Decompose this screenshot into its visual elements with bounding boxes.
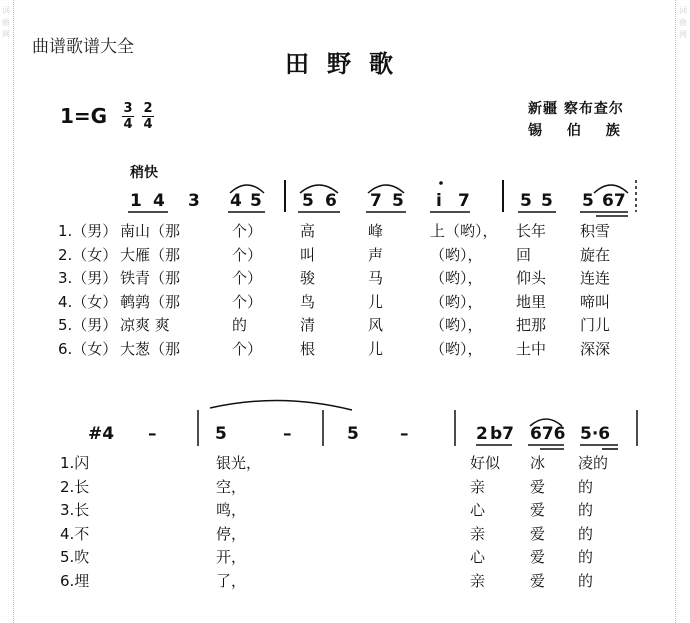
note: 7 [370,191,382,211]
note: 7 [458,191,470,211]
lyric-syllable: 鸟 [300,292,316,311]
lyric-syllable: 啼叫 [580,292,611,311]
note: 5 [541,191,553,211]
note: 4 [153,191,165,211]
lyric-syllable: 鹌鹑（那 [120,292,181,311]
note: 1 [130,191,142,211]
lyric-syllable: 地里 [516,292,547,311]
tempo-marking: 稍快 [130,165,158,181]
slur [594,185,628,193]
slur [368,185,404,193]
slur [530,419,562,426]
note: – [148,424,157,444]
lyric-syllable: 回 [516,245,532,264]
watermark-char: 网 [679,30,687,39]
lyric-syllable: 个） [232,245,263,264]
lyric-syllable: 连连 [580,269,611,287]
lyric-syllable: 个） [232,339,263,358]
lyric-syllable: 把那 [516,316,547,334]
lyric-syllable: 心 [470,501,486,519]
lyric-syllable: 冰 [530,454,546,472]
lyric-syllable: 门儿 [580,316,611,334]
lyric-syllable: 6.埋 [60,571,90,590]
watermark-char: 词 [2,6,10,15]
lyric-syllable: 的 [232,316,248,334]
lyric-syllable: 儿 [368,292,384,311]
slur [300,185,338,193]
lyric-syllable: （哟）， [430,316,483,334]
lyric-syllable: 好似 [470,454,501,472]
key-signature: 1=G [60,104,108,128]
note: 5·6 [580,424,611,444]
lyric-syllable: 亲 [470,477,486,496]
lyric-syllable: 爱 [530,501,546,519]
lyric-syllable: 银光， [216,454,262,472]
song-title: 田野歌 [285,50,411,78]
lyric-syllable: 空， [216,477,247,496]
note: 5 [347,424,359,444]
slur [230,185,264,193]
lyric-syllable: 长年 [516,222,547,240]
lyric-syllable: 爱 [530,524,546,543]
lyric-syllable: （哟）， [430,339,483,358]
note: 67 [602,191,626,211]
lyric-syllable: （哟）， [430,245,483,264]
lyric-syllable: 凌的 [578,454,609,472]
lyric-syllable: 5.吹 [60,548,90,566]
lyric-syllable: 爱 [530,571,546,590]
time-den: 4 [123,117,133,132]
time-num: 2 [143,101,153,116]
lyric-syllable: 3.（男） [58,269,118,287]
lyric-syllable: 个） [232,269,263,287]
lyric-syllable: 爱 [530,548,546,566]
note: 3 [188,191,200,211]
lyric-syllable: 马 [368,269,384,287]
lyric-syllable: 积雪 [580,222,611,240]
lyric-syllable: 上（哟）， [430,222,498,240]
time-den: 4 [143,117,153,132]
note: 5 [250,191,262,211]
lyric-syllable: 鸣， [216,501,247,519]
lyric-syllable: 个） [232,292,263,311]
lyric-syllable: （哟）， [430,269,483,287]
watermark-char: 曲 [679,18,687,27]
lyric-syllable: 6.（女） [58,339,118,358]
lyric-syllable: 1.（男） [58,222,118,240]
lyric-syllable: 风 [368,316,384,334]
lyric-syllable: （哟）， [430,292,483,311]
lyric-syllable: 的 [578,501,594,519]
lyric-syllable: 4.（女） [58,292,118,311]
credit-ethnicity: 锡 伯 族 [528,123,630,139]
lyric-syllable: 了， [216,571,247,590]
octave-dot [439,181,443,185]
lyric-syllable: 高 [300,222,316,240]
note: 5 [520,191,532,211]
lyric-syllable: 峰 [368,222,384,240]
watermark-char: 网 [2,30,10,39]
watermark-char: 词 [679,6,687,15]
note: #4 [88,424,115,444]
lyric-syllable: 凉爽 爽 [120,316,170,334]
lyric-syllable: 根 [300,339,316,358]
lyric-syllable: 5.（男） [58,316,118,334]
lyric-syllable: 亲 [470,524,486,543]
lyric-syllable: 的 [578,548,594,566]
lyric-syllable: 土中 [516,339,547,358]
lyric-syllable: 深深 [580,339,611,358]
lyric-syllable: 个） [232,222,263,240]
note: 6 [325,191,337,211]
note: 5 [302,191,314,211]
lyric-syllable: 铁青（那 [120,269,181,287]
lyric-syllable: 声 [368,245,384,264]
time-num: 3 [123,101,133,116]
tie [210,400,352,410]
lyric-syllable: 3.长 [60,501,90,519]
lyric-syllable: 心 [470,548,486,566]
lyric-syllable: 爱 [530,477,546,496]
lyric-syllable: 2.长 [60,477,90,496]
site-name: 曲谱歌谱大全 [32,37,134,57]
note: i [436,191,442,211]
lyric-syllable: 大葱（那 [120,339,181,358]
watermark-char: 曲 [2,18,10,27]
lyric-syllable: 的 [578,524,594,543]
lyric-syllable: 儿 [368,339,384,358]
credit-region: 新疆 察布查尔 [528,101,624,117]
note: – [400,424,409,444]
note: 4 [230,191,242,211]
lyric-syllable: 仰头 [516,269,547,287]
note: 2 [476,424,488,444]
note: b7 [490,424,514,444]
lyric-syllable: 南山（那 [120,222,181,240]
lyric-syllable: 叫 [300,245,316,264]
note: 5 [392,191,404,211]
note: 5 [215,424,227,444]
lyric-syllable: 4.不 [60,524,90,543]
lyric-syllable: 亲 [470,571,486,590]
lyric-syllable: 清 [300,316,316,334]
note: 676 [530,424,566,444]
lyric-syllable: 1.闪 [60,454,90,472]
note: – [283,424,292,444]
lyric-syllable: 开， [216,548,247,566]
lyric-syllable: 停， [216,524,247,543]
lyric-syllable: 的 [578,571,594,590]
lyric-syllable: 骏 [300,269,316,287]
lyric-syllable: 大雁（那 [120,245,181,264]
note: 5 [582,191,594,211]
lyric-syllable: 的 [578,477,594,496]
lyric-syllable: 2.（女） [58,245,118,264]
lyric-syllable: 旋在 [580,245,611,264]
